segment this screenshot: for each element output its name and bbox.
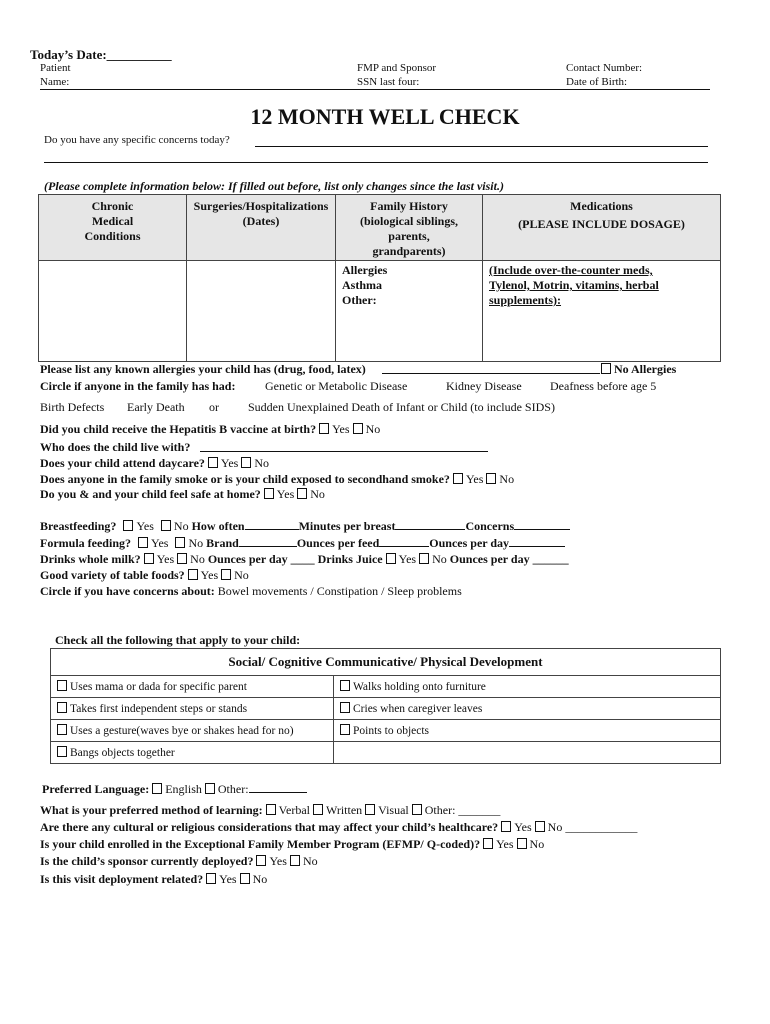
safe-yes-checkbox[interactable] [264,488,274,499]
checkbox-icon[interactable] [340,702,350,713]
whole-milk-label: Drinks whole milk? [40,552,141,566]
smoke-yes-checkbox[interactable] [453,473,463,484]
other-language-input[interactable] [249,792,307,793]
daycare-row: Does your child attend daycare? Yes No [40,456,270,470]
dev-item-cries-caregiver[interactable]: Cries when caregiver leaves [334,698,721,720]
dev-item-mama-dada[interactable]: Uses mama or dada for specific parent [51,676,334,698]
lives-with-input-line[interactable] [200,451,488,452]
deploy-related-yes-checkbox[interactable] [206,873,216,884]
safe-no-checkbox[interactable] [297,488,307,499]
or-text: or [209,400,219,414]
hepb-question: Did you child receive the Hepatitis B vaccine at birth? [40,422,317,436]
checkbox-icon[interactable] [601,363,611,374]
language-row: Preferred Language: English Other: [42,782,307,797]
dev-item-points-objects[interactable]: Points to objects [334,720,721,742]
dev-item-first-steps[interactable]: Takes first independent steps or stands [51,698,334,720]
milk-yes-checkbox[interactable] [144,553,154,564]
english-checkbox[interactable] [152,783,162,794]
visual-checkbox[interactable] [365,804,375,815]
deployment-related-row: Is this visit deployment related? Yes No [40,872,268,886]
development-table [50,648,721,764]
efmp-yes-checkbox[interactable] [483,838,493,849]
sids-option[interactable]: Sudden Unexplained Death of Infant or Child (to include SIDS) [248,400,555,414]
surgeries-cell[interactable] [187,261,336,362]
cultural-question: Are there any cultural or religious considerations that may affect your child’s healthcare? [40,820,499,834]
deployment-related-question: Is this visit deployment related? [40,872,204,886]
formula-yes-checkbox[interactable] [138,537,148,548]
table-foods-label: Good variety of table foods? [40,568,185,582]
kidney-disease-option[interactable]: Kidney Disease [446,379,522,393]
written-checkbox[interactable] [313,804,323,815]
table-foods-row: Good variety of table foods? Yes No [40,568,249,582]
milk-no-checkbox[interactable] [177,553,187,564]
name-label: Name: [40,76,70,88]
deafness-option[interactable]: Deafness before age 5 [550,379,657,393]
daycare-question: Does your child attend daycare? [40,456,205,470]
how-often-label: How often [191,519,245,533]
patient-label: Patient [40,62,71,74]
checkbox-icon[interactable] [57,680,67,691]
other-learning-checkbox[interactable] [412,804,422,815]
checkbox-icon[interactable] [340,724,350,735]
cultural-no-field[interactable]: No ____________ [547,820,638,834]
concerns-input-line-2[interactable] [44,162,708,163]
ounces-per-feed-input[interactable] [379,546,429,547]
breast-no-checkbox[interactable] [161,520,171,531]
birth-defects-option[interactable]: Birth Defects [40,400,105,414]
chronic-conditions-header: Chronic Medical Conditions [39,195,187,261]
breast-yes-checkbox[interactable] [123,520,133,531]
deployed-yes-checkbox[interactable] [256,855,266,866]
other-language-checkbox[interactable] [205,783,215,794]
circle-concerns-label: Circle if you have concerns about: [40,584,215,598]
milk-ounces-field[interactable]: Ounces per day ____ [207,552,315,566]
allergies-question: Please list any known allergies your child has (drug, food, latex) [40,362,366,376]
daycare-yes-checkbox[interactable] [208,457,218,468]
fmp-label: FMP and Sponsor [357,62,437,74]
no-allergies-option[interactable]: No Allergies [601,362,676,377]
efmp-row: Is your child enrolled in the Exceptional Family Member Program (EFMP/ Q-coded)? Yes No [40,837,545,851]
dev-item-bangs-objects[interactable]: Bangs objects together [51,742,334,764]
medications-cell[interactable] [483,261,721,362]
family-item: Allergies [342,263,388,277]
minutes-input[interactable] [395,529,465,530]
history-instruction: (Please complete information below: If filled out before, list only changes since the last visit.) [44,179,504,193]
family-history-header: Family History (biological siblings, parents, grandparents) [336,195,483,261]
cultural-row: Are there any cultural or religious considerations that may affect your child’s healthcare? Yes No ____________ [40,820,638,834]
ssn-label: SSN last four: [357,76,420,88]
deployed-question: Is the child’s sponsor currently deployed? [40,854,254,868]
checkbox-icon[interactable] [57,746,67,757]
juice-yes-checkbox[interactable] [386,553,396,564]
chronic-conditions-cell[interactable] [39,261,187,362]
juice-ounces-field[interactable]: Ounces per day ______ [449,552,569,566]
ounces-per-feed-label: Ounces per feed [296,536,380,550]
medical-history-table [38,194,721,362]
breastfeeding-row: Breastfeeding? Yes No How often Minutes per breast Concerns [40,519,570,534]
circle-family-label: Circle if anyone in the family has had: [40,379,236,393]
juice-label: Drinks Juice [317,552,383,566]
concern-items[interactable]: Bowel movements / Constipation / Sleep problems [217,584,462,598]
header-divider [40,89,710,90]
smoke-row: Does anyone in the family smoke or is your child exposed to secondhand smoke? Yes No [40,472,515,486]
dev-item-gesture[interactable]: Uses a gesture(waves bye or shakes head for no) [51,720,334,742]
med-note-line: supplements): [489,293,562,307]
brand-label: Brand [206,536,239,550]
dev-item-empty [334,742,721,764]
ounces-per-day-label: Ounces per day [429,536,510,550]
date-of-birth-label: Date of Birth: [566,76,628,88]
dev-item-walks-furniture[interactable]: Walks holding onto furniture [334,676,721,698]
surgeries-header: Surgeries/Hospitalizations (Dates) [187,195,336,261]
checkbox-icon[interactable] [57,702,67,713]
efmp-question: Is your child enrolled in the Exceptional Family Member Program (EFMP/ Q-coded)? [40,837,481,851]
development-header: Social/ Cognitive Communicative/ Physical Development [51,649,721,676]
daycare-no-checkbox[interactable] [241,457,251,468]
page-title: 12 MONTH WELL CHECK [250,104,520,129]
med-note-line: (Include over-the-counter meds, [489,263,653,277]
cultural-no-checkbox[interactable] [535,821,545,832]
efmp-no-checkbox[interactable] [517,838,527,849]
deployed-no-checkbox[interactable] [290,855,300,866]
cultural-yes-checkbox[interactable] [501,821,511,832]
other-learning-field[interactable]: Other: _______ [424,803,501,817]
allergies-input-line[interactable] [382,373,600,374]
deploy-related-no-checkbox[interactable] [240,873,250,884]
med-note-line: Tylenol, Motrin, vitamins, herbal [489,278,659,292]
breast-concerns-input[interactable] [514,529,570,530]
genetic-disease-option[interactable]: Genetic or Metabolic Disease [265,379,408,393]
ounces-per-day-input[interactable] [509,546,565,547]
breastfeeding-label: Breastfeeding? [40,519,117,533]
foods-yes-checkbox[interactable] [188,569,198,580]
concerns-question: Do you have any specific concerns today? [44,134,230,146]
circle-concerns-row [40,584,462,599]
concerns-label: Concerns [465,519,515,533]
verbal-checkbox[interactable] [266,804,276,815]
todays-date-field[interactable]: Today’s Date:__________ [30,47,172,62]
language-label: Preferred Language: [42,782,150,796]
checkbox-icon[interactable] [57,724,67,735]
formula-no-checkbox[interactable] [175,537,185,548]
minutes-label: Minutes per breast [298,519,396,533]
deployed-row: Is the child’s sponsor currently deployed? Yes No [40,854,318,868]
foods-no-checkbox[interactable] [221,569,231,580]
smoke-no-checkbox[interactable] [486,473,496,484]
formula-row: Formula feeding? Yes No Brand Ounces per feed Ounces per day [40,536,565,551]
lives-with-question: Who does the child live with? [40,440,191,454]
formula-label: Formula feeding? [40,536,131,550]
learning-row: What is your preferred method of learning: Verbal Written Visual Other: _______ [40,803,501,817]
learning-question: What is your preferred method of learning: [40,803,263,817]
medications-header: Medications (PLEASE INCLUDE DOSAGE) [483,195,721,261]
milk-juice-row: Drinks whole milk? Yes No Ounces per day ____ Drinks Juice Yes No Ounces per day ______ [40,552,569,566]
juice-no-checkbox[interactable] [419,553,429,564]
safe-row: Do you & and your child feel safe at home? Yes No [40,487,325,501]
family-history-cell[interactable] [336,261,483,362]
brand-input[interactable] [239,546,297,547]
safe-question: Do you & and your child feel safe at home? [40,487,261,501]
smoke-question: Does anyone in the family smoke or is your child exposed to secondhand smoke? [40,472,450,486]
concerns-input-line-1[interactable] [255,146,708,147]
family-item: Asthma [342,278,383,292]
early-death-option[interactable]: Early Death [127,400,185,414]
development-intro: Check all the following that apply to your child: [55,633,301,647]
family-item: Other: [342,293,377,307]
how-often-input[interactable] [245,529,299,530]
hepb-no-checkbox[interactable] [353,423,363,434]
hepb-yes-checkbox[interactable] [319,423,329,434]
checkbox-icon[interactable] [340,680,350,691]
contact-number-label: Contact Number: [566,62,643,74]
hepb-row: Did you child receive the Hepatitis B vaccine at birth? Yes No [40,422,381,436]
